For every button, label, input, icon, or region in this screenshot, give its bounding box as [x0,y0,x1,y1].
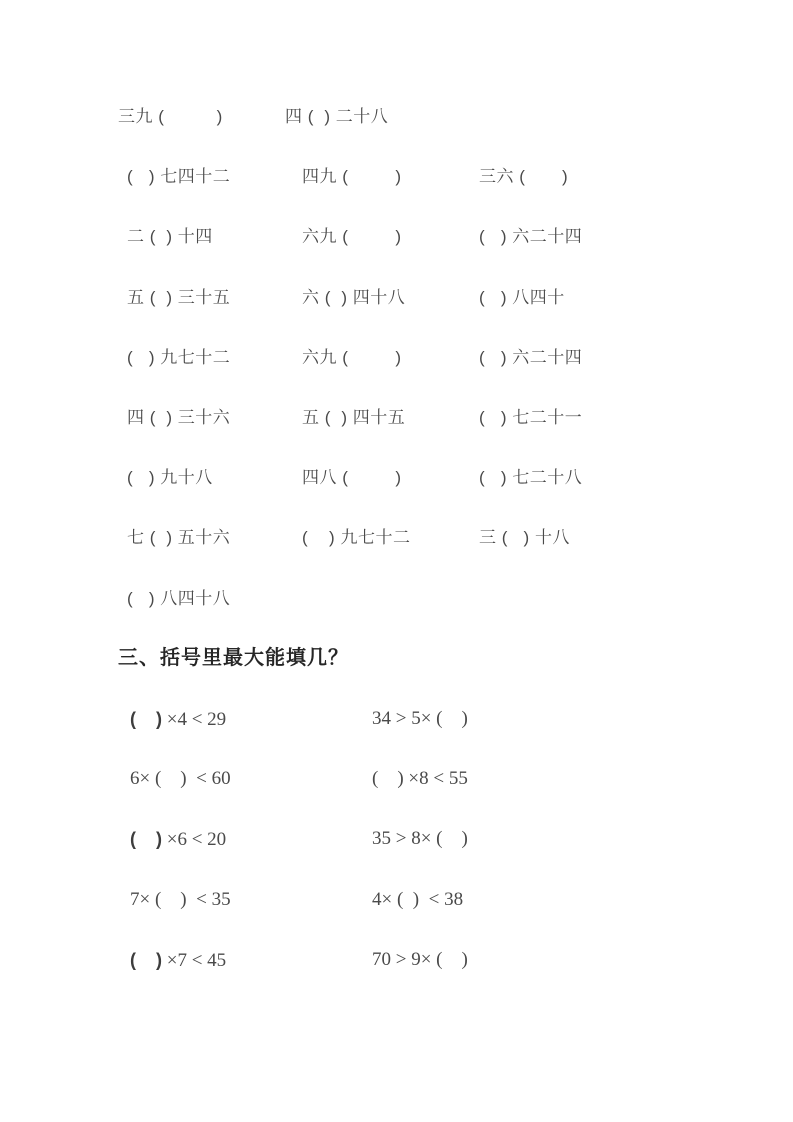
exercise-row [0,870,793,930]
exercise-row [0,328,793,388]
answer-blank: ( ) [130,829,162,850]
multiplication-item: 四八 ( ) [302,468,402,488]
exercise-row [0,930,793,990]
inequality-item: 35 > 8× ( ) [372,828,468,850]
exercise-row [0,268,793,328]
exercise-row [0,207,793,267]
multiplication-fill-section [0,87,793,629]
multiplication-item: 四 ( ) 二十八 [285,107,389,126]
multiplication-item: 五 ( ) 四十五 [302,407,406,427]
inequality-item: 7× ( ) < 35 [130,888,231,910]
exercise-row [0,508,793,568]
inequality-item: 6× ( ) < 60 [130,768,231,790]
expression: ×4 < 29 [162,709,227,730]
inequality-item [130,930,226,991]
inequality-item: 4× ( ) < 38 [372,888,464,910]
multiplication-item: 七 ( ) 五十六 [127,528,231,548]
section-heading: 三、括号里最大能填几？ [118,647,349,669]
expression: ×6 < 20 [162,829,227,851]
multiplication-item: 二 ( ) 十四 [127,227,213,247]
multiplication-item: 四 ( ) 三十六 [127,407,231,427]
multiplication-item: ( ) 八四十 [479,287,565,307]
multiplication-item: 三 ( ) 十八 [479,528,570,548]
exercise-row [0,147,793,207]
exercise-row [0,448,793,508]
exercise-row [0,388,793,448]
exercise-row [0,809,793,869]
multiplication-item: ( ) 七四十二 [127,167,231,187]
multiplication-item: 六九 ( ) [302,227,402,247]
inequality-item [130,689,226,750]
inequality-item: 70 > 9× ( ) [372,948,468,970]
expression: ×7 < 45 [162,949,227,971]
exercise-row [0,749,793,809]
multiplication-item: 三九 ( ) [118,107,223,126]
max-fill-section [0,689,793,990]
multiplication-item: ( ) 九七十二 [302,528,411,548]
multiplication-item: ( ) 八四十八 [127,588,231,608]
answer-blank: ( ) [130,949,162,970]
multiplication-item: ( ) 六二十四 [479,347,583,367]
multiplication-item: ( ) 六二十四 [479,227,583,247]
exercise-row [0,569,793,629]
multiplication-item: 六 ( ) 四十八 [302,287,406,307]
multiplication-item: ( ) 七二十一 [479,407,583,427]
exercise-row [0,689,793,749]
inequality-item [130,809,226,870]
answer-blank: ( ) [130,709,162,729]
inequality-item: 34 > 5× ( ) [372,708,468,729]
multiplication-item: 四九 ( ) [302,167,402,187]
inequality-item: ( ) ×8 < 55 [372,768,468,790]
multiplication-item: ( ) 九七十二 [127,347,231,367]
multiplication-item: ( ) 九十八 [127,468,213,488]
exercise-row [0,87,793,147]
multiplication-item: 五 ( ) 三十五 [127,287,231,307]
multiplication-item: 六九 ( ) [302,347,402,367]
multiplication-item: ( ) 七二十八 [479,468,583,488]
multiplication-item: 三六 ( ) [479,167,569,187]
